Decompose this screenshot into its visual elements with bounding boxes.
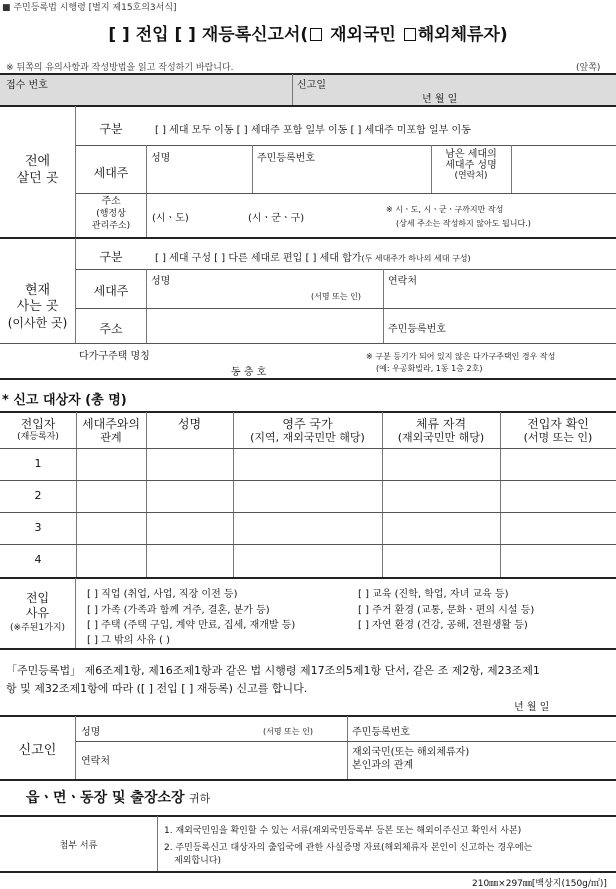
form-title-overseas-national: 재외국민: [330, 25, 396, 45]
previous-address-city[interactable]: (시ㆍ도): [152, 213, 189, 224]
targets-cell[interactable]: [146, 512, 233, 544]
multi-house-label: 다가구주택 명칭: [79, 351, 150, 362]
statement-line-1: 「주민등록법」 제6조제1항, 제16조제1항과 같은 법 시행령 제17조의5제1항 단서, 같은 조 제2항, 제23조제1: [6, 664, 540, 677]
previous-name-label: 성명: [151, 153, 171, 164]
statement-line-2: 항 및 제32조제1항에 따라 ([ ] 전입 [ ] 재등록) 신고를 합니다.: [6, 682, 308, 695]
current-rrn-label: 주민등록번호: [388, 324, 446, 335]
targets-cell[interactable]: [76, 480, 146, 512]
targets-column-header: 세대주와의 관계: [82, 417, 140, 444]
targets-cell[interactable]: [500, 448, 616, 480]
current-section-label: 현재 사는 곳 (이사한 곳): [7, 283, 68, 330]
reporter-signature-label: (서명 또는 인): [263, 727, 313, 736]
targets-cell[interactable]: [76, 512, 146, 544]
statement-date[interactable]: 년 월 일: [514, 702, 550, 713]
reason-label: 전입 사유 (※주된1가지): [9, 591, 66, 633]
reporter-relation-label: 재외국민(또는 해외체류자) 본인과의 관계: [352, 747, 470, 771]
receipt-number-label: 접수 번호: [6, 80, 48, 91]
current-address-label: 주소: [99, 322, 123, 336]
targets-heading: * 신고 대상자 (총 명): [2, 393, 127, 408]
previous-address-note-detail: (상세 주소는 작성하지 않아도 됩니다.): [396, 219, 531, 228]
targets-column-header: 전입자 (재등록자): [17, 417, 59, 442]
notice-text: ※ 뒤쪽의 유의사항과 작성방법을 읽고 작성하기 바랍니다.: [6, 63, 234, 73]
targets-cell[interactable]: [382, 480, 500, 512]
targets-cell[interactable]: [233, 448, 382, 480]
current-householder-label: 세대주: [93, 284, 129, 298]
targets-cell[interactable]: [382, 512, 500, 544]
attachment-item-1: 1. 재외국민임을 확인할 수 있는 서류(재외국민등록부 등본 또는 해외이주신고 확인서 사본): [164, 826, 522, 836]
targets-cell[interactable]: [500, 544, 616, 576]
previous-rrn-label: 주민등록번호: [257, 153, 315, 164]
attachment-item-2: 2. 주민등록신고 대상자의 출입국에 관한 사실증명 자료(해외체류자 본인이 신고하는 경우에는: [164, 843, 533, 853]
reason-housing[interactable]: [ ] 주택 (주택 구입, 계약 만료, 집세, 재개발 등): [87, 620, 296, 631]
targets-column-header: 성명: [177, 417, 202, 431]
targets-row-number: 1: [34, 457, 42, 470]
targets-cell[interactable]: [146, 480, 233, 512]
page-side: (앞쪽): [576, 63, 601, 73]
targets-cell[interactable]: [233, 480, 382, 512]
reason-job[interactable]: [ ] 직업 (취업, 사업, 직장 이전 등): [87, 589, 238, 600]
previous-address-note: ※ 시ㆍ도, 시ㆍ군ㆍ구까지만 작성: [386, 205, 504, 214]
previous-address-district[interactable]: (시ㆍ군ㆍ구): [248, 213, 305, 224]
current-signature-label: (서명 또는 인): [311, 292, 361, 301]
reason-natural-environment[interactable]: [ ] 자연 환경 (건강, 공해, 전원생활 등): [358, 620, 528, 631]
targets-cell[interactable]: [146, 544, 233, 576]
multi-house-example: (예: 우공화빌라, 1동 1층 2호): [376, 364, 483, 373]
targets-row-number: 3: [34, 521, 42, 534]
targets-column-header: 영주 국가 (지역, 재외국민만 해당): [250, 417, 365, 444]
reporter-name-label: 성명: [81, 727, 101, 738]
overseas-resident-checkbox[interactable]: [404, 28, 416, 41]
form-title-main: [ ] 전입 [ ] 재등록신고서(: [108, 25, 309, 45]
paper-spec: 210㎜×297㎜[백상지(150g/㎡)]: [472, 879, 607, 889]
current-contact-label: 연락처: [388, 276, 417, 287]
targets-cell[interactable]: [382, 448, 500, 480]
form-title-overseas-resident: 해외체류자): [417, 25, 508, 45]
targets-cell[interactable]: [500, 512, 616, 544]
targets-cell[interactable]: [382, 544, 500, 576]
previous-householder-label: 세대주: [93, 166, 129, 180]
form-title: [0, 20, 616, 45]
reason-family[interactable]: [ ] 가족 (가족과 함께 거주, 결혼, 분가 등): [87, 605, 270, 616]
remaining-householder-label: 남은 세대의 세대주 성명 (연락처): [445, 149, 497, 181]
previous-category-label: 구분: [99, 122, 123, 136]
overseas-national-checkbox[interactable]: [310, 28, 322, 41]
current-name-label: 성명: [151, 276, 171, 287]
reason-living-environment[interactable]: [ ] 주거 환경 (교통, 문화ㆍ편의 시설 등): [358, 605, 535, 616]
reason-education[interactable]: [ ] 교육 (진학, 학업, 자녀 교육 등): [358, 589, 509, 600]
targets-column-header: 체류 자격 (재외국민만 해당): [397, 417, 485, 444]
targets-column-header: 전입자 확인 (서명 또는 인): [523, 417, 593, 444]
law-reference: ■ 주민등록법 시행령 [별지 제15호의3서식]: [2, 3, 177, 13]
multi-house-note: ※ 구분 등기가 되어 있지 않은 다가구주택인 경우 작성: [366, 352, 556, 361]
targets-cell[interactable]: [76, 544, 146, 576]
attachment-item-2-cont: 제외합니다): [174, 856, 221, 866]
targets-cell[interactable]: [233, 512, 382, 544]
multi-house-dong-floor-unit[interactable]: 동 층 호: [231, 367, 267, 378]
targets-cell[interactable]: [500, 480, 616, 512]
attachments-label: 첨부 서류: [59, 841, 98, 851]
current-category-options[interactable]: [ ] 세대 구성 [ ] 다른 세대로 편입 [ ] 세대 합가(두 세대주가 하나의 세대 구성): [155, 253, 471, 264]
reason-other[interactable]: [ ] 그 밖의 사유 ( ): [87, 635, 170, 646]
previous-category-options[interactable]: [ ] 세대 모두 이동 [ ] 세대주 포함 일부 이동 [ ] 세대주 미포함 일부 이동: [155, 125, 471, 136]
addressee: 읍ㆍ면ㆍ동장 및 출장소장 귀하: [26, 790, 211, 806]
reporter-label: 신고인: [18, 743, 57, 758]
report-date-label: 신고일: [297, 80, 326, 91]
targets-cell[interactable]: [76, 448, 146, 480]
targets-table: [0, 412, 616, 577]
reporter-rrn-label: 주민등록번호: [352, 727, 410, 738]
report-date-value[interactable]: 년 월 일: [422, 94, 458, 105]
targets-cell[interactable]: [146, 448, 233, 480]
reporter-contact-label: 연락처: [81, 756, 110, 767]
previous-section-label: 전에 살던 곳: [16, 154, 59, 186]
targets-row-number: 2: [34, 489, 42, 502]
targets-cell[interactable]: [233, 544, 382, 576]
current-category-label: 구분: [99, 250, 123, 264]
previous-address-label: 주소 (행정상 관리주소): [91, 196, 131, 231]
targets-row-number: 4: [34, 553, 42, 566]
